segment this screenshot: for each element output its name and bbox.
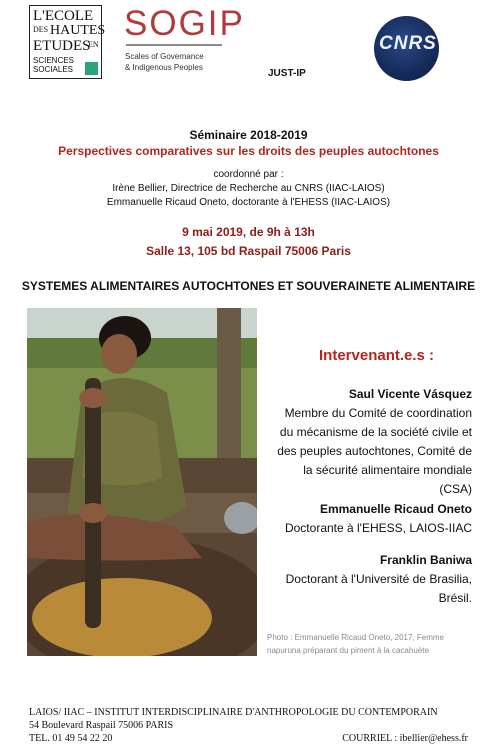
footer-institute: LAIOS/ IIAC – INSTITUT INTERDISCIPLINAIRE D'ANTHROPOLOGIE DU CONTEMPORAIN [29, 707, 438, 718]
speaker-2-line1: Doctorante à l'EHESS, LAIOS-IIAC [284, 521, 472, 535]
speaker-1-name: Saul Vicente Vásquez [348, 387, 472, 401]
speaker-1-line4: la sécurité alimentaire mondiale [303, 463, 472, 477]
photo-caption-line2: napuruna préparant du piment à la cacahuète [267, 646, 429, 655]
speaker-1-line3: des peuples autochtones, Comité de [277, 444, 472, 458]
photo-illustration [27, 308, 257, 656]
coordinator-2: Emmanuelle Ricaud Oneto, doctorante à l'EHESS (IIAC-LAIOS) [106, 197, 391, 208]
footer-email: COURRIEL : ibellier@ehess.fr [342, 733, 468, 744]
coordinator-1: Irène Bellier, Directrice de Recherche au CNRS (IIAC-LAIOS) [112, 183, 385, 194]
ehess-logo-line4: SCIENCES [33, 56, 74, 65]
speaker-3 [286, 551, 472, 608]
coordinated-label: coordonné par : [213, 169, 284, 180]
event-date: 9 mai 2019, de 9h à 13h [182, 225, 315, 239]
photo-woman-pounding-food [27, 308, 257, 656]
event-theme: SYSTEMES ALIMENTAIRES AUTOCHTONES ET SOUVERAINETE ALIMENTAIRE [21, 279, 476, 293]
footer-address: 54 Boulevard Raspail 75006 PARIS [29, 720, 174, 731]
sogip-logo-divider [126, 44, 222, 46]
ehess-logo-line5: SOCIALES [33, 65, 74, 74]
speaker-1-line5: (CSA) [439, 482, 472, 496]
ehess-logo-line2-right: HAUTES [50, 23, 106, 38]
ehess-logo-line2-left: DES [33, 25, 49, 34]
speaker-3-line2: Brésil. [438, 591, 472, 605]
speaker-3-line1: Doctorant à l'Université de Brasilia, [285, 572, 472, 586]
photo-caption [267, 631, 444, 657]
seminar-subtitle: Perspectives comparatives sur les droits des peuples autochtones [58, 144, 439, 158]
seminar-title: Séminaire 2018-2019 [189, 128, 308, 142]
event-location: Salle 13, 105 bd Raspail 75006 Paris [146, 244, 351, 258]
sogip-logo-subtitle [125, 51, 204, 73]
ehess-logo-line3-side: EN [88, 40, 99, 49]
speaker-2 [285, 500, 472, 538]
ehess-logo-line3: ETUDES [33, 38, 91, 54]
speaker-1 [277, 385, 472, 499]
project-label: JUST-IP [268, 68, 306, 79]
speaker-3-name: Franklin Baniwa [379, 553, 472, 567]
sogip-subtitle-line2: & Indigenous Peoples [125, 63, 203, 72]
ehess-logo-green-square [85, 62, 98, 75]
photo-caption-line1: Photo : Emmanuelle Ricaud Oneto, 2017, Femme [267, 633, 444, 642]
sogip-logo-word: SOGIP [124, 4, 245, 43]
speaker-2-name: Emmanuelle Ricaud Oneto [319, 502, 472, 516]
ehess-logo-line1: L'ECOLE [33, 8, 94, 24]
speaker-1-line2: du mécanisme de la société civile et [279, 425, 472, 439]
sogip-subtitle-line1: Scales of Governance [125, 52, 204, 61]
speaker-1-line1: Membre du Comité de coordination [284, 406, 472, 420]
ehess-logo [29, 5, 106, 79]
footer-phone: TEL. 01 49 54 22 20 [29, 733, 113, 744]
speakers-heading: Intervenant.e.s : [319, 347, 435, 364]
cnrs-logo-text: CNRS [379, 33, 437, 54]
